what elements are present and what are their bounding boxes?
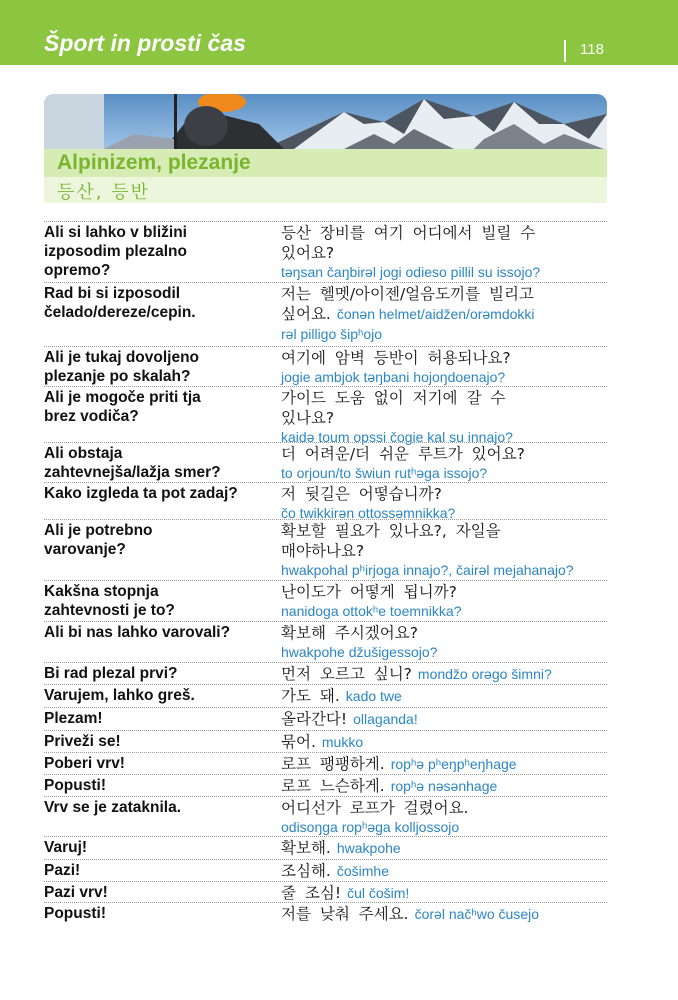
- korean-translation: [281, 686, 607, 706]
- romanization: čorəl načʰwo čusejo: [414, 906, 540, 922]
- slovene-phrase: Ali je tukaj dovoljeno plezanje po skalah?: [44, 349, 200, 385]
- romanization: hwakpohal pʰirjoga innajo?, čairəl mejahanajo?: [281, 562, 574, 578]
- topic-subtitle: 등산, 등반: [57, 182, 150, 203]
- phrase-row: [44, 752, 607, 773]
- korean-phrase: 로프 팽팽하게.: [281, 755, 385, 773]
- romanization: ropʰə nəsənhage: [390, 778, 498, 794]
- korean-translation: [281, 521, 607, 580]
- phrase-row: [44, 346, 607, 385]
- korean-translation: [281, 709, 607, 729]
- korean-translation: [281, 388, 607, 447]
- phrase-row: [44, 684, 607, 705]
- korean-translation: [281, 348, 607, 387]
- page-number-divider: [564, 40, 566, 62]
- slovene-phrase: Varuj!: [44, 839, 88, 856]
- phrase-row: [44, 386, 607, 445]
- korean-phrase: 어디선가 로프가 걸렸어요.: [281, 799, 469, 817]
- slovene-phrase: Kako izgleda ta pot zadaj?: [44, 485, 238, 502]
- phrase-row: [44, 730, 607, 751]
- phrase-row: [44, 859, 607, 880]
- korean-translation: [281, 484, 607, 523]
- phrase-row: [44, 221, 607, 280]
- slovene-phrase: Popusti!: [44, 905, 106, 922]
- romanization: nanidoga ottokʰe toemnikka?: [281, 603, 462, 619]
- romanization: hwakpohe džušigessojo?: [281, 644, 438, 660]
- slovene-phrase: Vrv se je zataknila.: [44, 799, 182, 816]
- slovene-phrase: Ali obstaja zahtevnejša/lažja smer?: [44, 445, 221, 481]
- phrase-row: [44, 442, 607, 481]
- korean-phrase: 가도 돼.: [281, 687, 340, 705]
- phrase-row: [44, 662, 607, 683]
- korean-translation: [281, 664, 607, 684]
- korean-phrase: 가이드 도움 없이 저기에 갈 수 있나요?: [281, 389, 506, 427]
- slovene-phrase: Pazi vrv!: [44, 884, 108, 901]
- korean-translation: [281, 883, 607, 903]
- slovene-phrase: Ali bi nas lahko varovali?: [44, 624, 231, 641]
- korean-translation: [281, 732, 607, 752]
- slovene-phrase: Plezam!: [44, 710, 103, 727]
- slovene-phrase: Bi rad plezal prvi?: [44, 665, 178, 682]
- romanization: čo twikkirən ottossəmnikka?: [281, 505, 456, 521]
- phrase-row: [44, 482, 607, 521]
- page-number: 118: [580, 41, 604, 58]
- korean-phrase: 묶어.: [281, 733, 316, 751]
- slovene-phrase: Priveži se!: [44, 733, 121, 750]
- korean-phrase: 확보해 주시겠어요?: [281, 624, 418, 642]
- phrase-row: [44, 580, 607, 619]
- romanization: mondžo orəgo šimni?: [417, 666, 552, 682]
- slovene-phrase: Kakšna stopnja zahtevnosti je to?: [44, 583, 175, 619]
- romanization: hwakpohe: [336, 840, 401, 856]
- phrase-row: [44, 796, 607, 835]
- korean-translation: [281, 838, 607, 858]
- korean-translation: [281, 223, 607, 282]
- korean-phrase: 조심해.: [281, 862, 331, 880]
- romanization: mukko: [321, 734, 364, 750]
- korean-translation: [281, 904, 607, 924]
- korean-phrase: 확보해.: [281, 839, 331, 857]
- romanization: kaidə toum opssi čogie kal su innajo?: [281, 429, 513, 445]
- korean-translation: [281, 754, 607, 774]
- romanization: čošimhe: [336, 863, 389, 879]
- korean-phrase: 저는 헬멧/아이젠/얼음도끼를 빌리고 싶어요.: [281, 285, 534, 323]
- phrase-row: [44, 621, 607, 660]
- korean-phrase: 먼저 오르고 싶니?: [281, 665, 412, 683]
- slovene-phrase: Ali si lahko v bližini izposodim plezalno opremo?: [44, 224, 187, 279]
- korean-phrase: 난이도가 어떻게 됩니까?: [281, 583, 457, 601]
- romanization: čonən helmet/aidžen/orəmdokki rəl pilligo šipʰojo: [281, 306, 535, 342]
- korean-phrase: 더 어려운/더 쉬운 루트가 있어요?: [281, 445, 525, 463]
- mountain-climbing-photo: [44, 94, 607, 149]
- phrase-row: [44, 774, 607, 795]
- phrase-row: [44, 881, 607, 902]
- slovene-phrase: Ali je potrebno varovanje?: [44, 522, 153, 558]
- korean-phrase: 올라간다!: [281, 710, 348, 728]
- phrase-row: [44, 282, 607, 342]
- korean-phrase: 등산 장비를 여기 어디에서 빌릴 수 있어요?: [281, 224, 536, 262]
- korean-translation: [281, 582, 607, 621]
- topic-title: Alpinizem, plezanje: [57, 151, 251, 174]
- korean-phrase: 저 뒷길은 어떻습니까?: [281, 485, 442, 503]
- romanization: ollaganda!: [353, 711, 418, 727]
- romanization: kado twe: [345, 688, 402, 704]
- romanization: čul čošim!: [347, 885, 410, 901]
- romanization: to orjoun/to šwiun rutʰəga issojo?: [281, 465, 488, 481]
- korean-translation: [281, 798, 607, 837]
- phrase-row: [44, 519, 607, 578]
- phrase-row: [44, 902, 607, 923]
- korean-translation: [281, 284, 607, 344]
- slovene-phrase: Rad bi si izposodil čelado/dereze/cepin.: [44, 285, 196, 321]
- slovene-phrase: Ali je mogoče priti tja brez vodiča?: [44, 389, 201, 425]
- romanization: odisoŋga ropʰəga kolljossojo: [281, 819, 460, 835]
- slovene-phrase: Varujem, lahko greš.: [44, 687, 195, 704]
- korean-phrase: 확보할 필요가 있나요?, 자일을 매야하나요?: [281, 522, 501, 560]
- korean-translation: [281, 444, 607, 483]
- korean-phrase: 여기에 암벽 등반이 허용되나요?: [281, 349, 511, 367]
- slovene-phrase: Poberi vrv!: [44, 755, 125, 772]
- korean-phrase: 로프 느슨하게.: [281, 777, 385, 795]
- korean-translation: [281, 776, 607, 796]
- romanization: ropʰə pʰeŋpʰeŋhage: [390, 756, 517, 772]
- korean-translation: [281, 623, 607, 662]
- romanization: jogie ambjok təŋbani hojoŋdoenajo?: [281, 369, 506, 385]
- slovene-phrase: Popusti!: [44, 777, 106, 794]
- romanization: təŋsan čaŋbirəl jogi odieso pillil su issojo?: [281, 264, 541, 280]
- section-title: Šport in prosti čas: [44, 30, 246, 56]
- phrase-row: [44, 836, 607, 857]
- korean-phrase: 저를 낮춰 주세요.: [281, 905, 409, 923]
- phrase-row: [44, 707, 607, 728]
- korean-translation: [281, 861, 607, 881]
- korean-phrase: 줄 조심!: [281, 884, 342, 902]
- slovene-phrase: Pazi!: [44, 862, 81, 879]
